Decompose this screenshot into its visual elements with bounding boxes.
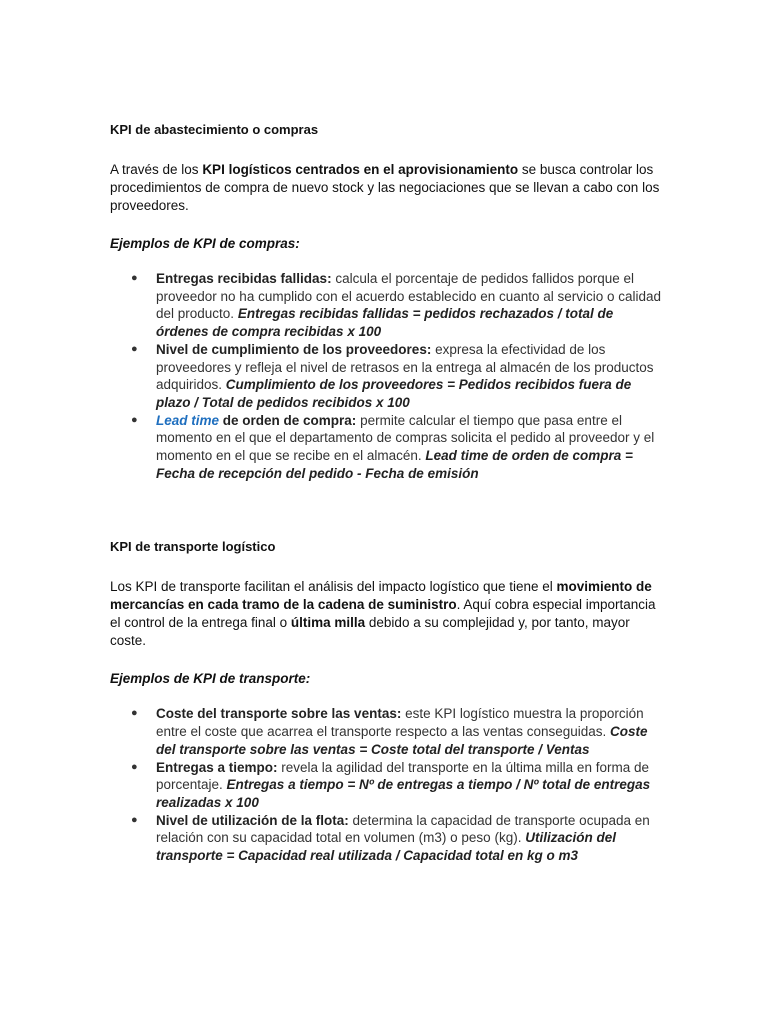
intro-text: . Aquí cobra especial importancia el control de la entrega final o bbox=[110, 597, 656, 631]
kpi-formula: Lead time de orden de compra = Fecha de recepción del pedido - Fecha de emisión bbox=[156, 448, 633, 481]
kpi-description: permite calcular el tiempo que pasa entre el momento en el que el departamento de compras solicita el pedido al proveedor y el momento en el que se recibe en el almacén. bbox=[156, 412, 655, 464]
examples-title-transporte: Ejemplos de KPI de transporte: bbox=[110, 671, 311, 687]
kpi-term: Coste del transporte sobre las ventas: bbox=[156, 706, 402, 722]
kpi-description: expresa la efectividad de los proveedores y refleja el nivel de retrasos en la entrega al almacén de los productos adquiridos. bbox=[156, 341, 654, 393]
section-heading-compras: KPI de abastecimiento o compras bbox=[110, 122, 319, 137]
kpi-list-transporte bbox=[110, 705, 668, 864]
intro-bold-text: KPI logísticos centrados en el aprovisionamiento bbox=[202, 162, 519, 177]
kpi-term: Nivel de utilización de la flota: bbox=[156, 812, 349, 828]
examples-title-compras: Ejemplos de KPI de compras: bbox=[110, 236, 300, 251]
bullet-icon: ● bbox=[131, 760, 138, 773]
intro-paragraph-transporte bbox=[110, 578, 668, 650]
list-item bbox=[131, 412, 668, 483]
list-item bbox=[131, 759, 668, 812]
intro-text: Los KPI de transporte facilitan el análisis del impacto logístico que tiene el bbox=[110, 579, 557, 595]
section-transporte bbox=[110, 538, 668, 864]
section-heading-transporte: KPI de transporte logístico bbox=[110, 539, 276, 555]
bullet-icon: ● bbox=[131, 272, 138, 284]
list-item bbox=[131, 705, 668, 758]
intro-text: A través de los bbox=[110, 162, 203, 177]
kpi-description: revela la agilidad del transporte en la última milla en forma de porcentaje. bbox=[156, 759, 649, 793]
kpi-description: este KPI logístico muestra la proporción entre el coste que acarrea el transporte respecto a las ventas conseguidas. bbox=[156, 706, 644, 740]
kpi-term: Nivel de cumplimiento de los proveedores: bbox=[156, 341, 432, 357]
bullet-icon: ● bbox=[131, 413, 138, 426]
kpi-term: Entregas a tiempo: bbox=[156, 759, 278, 775]
kpi-formula: Utilización del transporte = Capacidad real utilizada / Capacidad total en kg o m3 bbox=[156, 830, 616, 864]
kpi-description: determina la capacidad de transporte ocupada en relación con su capacidad total en volumen (m3) o peso (kg). bbox=[156, 812, 650, 846]
intro-text: se busca controlar los procedimientos de compra de nuevo stock y las negociaciones que se llevan a cabo con los proveedores. bbox=[110, 162, 660, 213]
intro-bold-text: última milla bbox=[290, 615, 366, 631]
kpi-term: Entregas recibidas fallidas: bbox=[156, 271, 332, 286]
intro-text: debido a su complejidad y, por tanto, mayor coste. bbox=[110, 615, 630, 649]
kpi-description: calcula el porcentaje de pedidos fallidos porque el proveedor no ha cumplido con el acuerdo establecido en cuanto al servicio o calidad del producto. bbox=[156, 271, 662, 322]
lead-time-link[interactable]: Lead time bbox=[156, 412, 220, 428]
bullet-icon: ● bbox=[131, 813, 138, 826]
kpi-term: de orden de compra: bbox=[219, 412, 357, 428]
list-item bbox=[131, 812, 668, 865]
intro-paragraph-compras bbox=[110, 161, 668, 215]
kpi-formula: Coste del transporte sobre las ventas = Coste total del transporte / Ventas bbox=[156, 724, 648, 757]
bullet-icon: ● bbox=[131, 707, 138, 720]
list-item bbox=[131, 341, 668, 412]
kpi-list-compras bbox=[110, 270, 668, 482]
kpi-formula: Entregas a tiempo = Nº de entregas a tiempo / Nº total de entregas realizadas x 100 bbox=[156, 777, 651, 810]
kpi-formula: Entregas recibidas fallidas = pedidos rechazados / total de órdenes de compra recibidas x 100 bbox=[156, 306, 614, 340]
kpi-formula: Cumplimiento de los proveedores = Pedidos recibidos fuera de plazo / Total de pedidos recibidos x 100 bbox=[156, 377, 632, 410]
bullet-icon: ● bbox=[131, 342, 138, 355]
list-item bbox=[131, 270, 668, 341]
intro-bold-text: movimiento de mercancías en cada tramo de la cadena de suministro bbox=[110, 579, 652, 613]
